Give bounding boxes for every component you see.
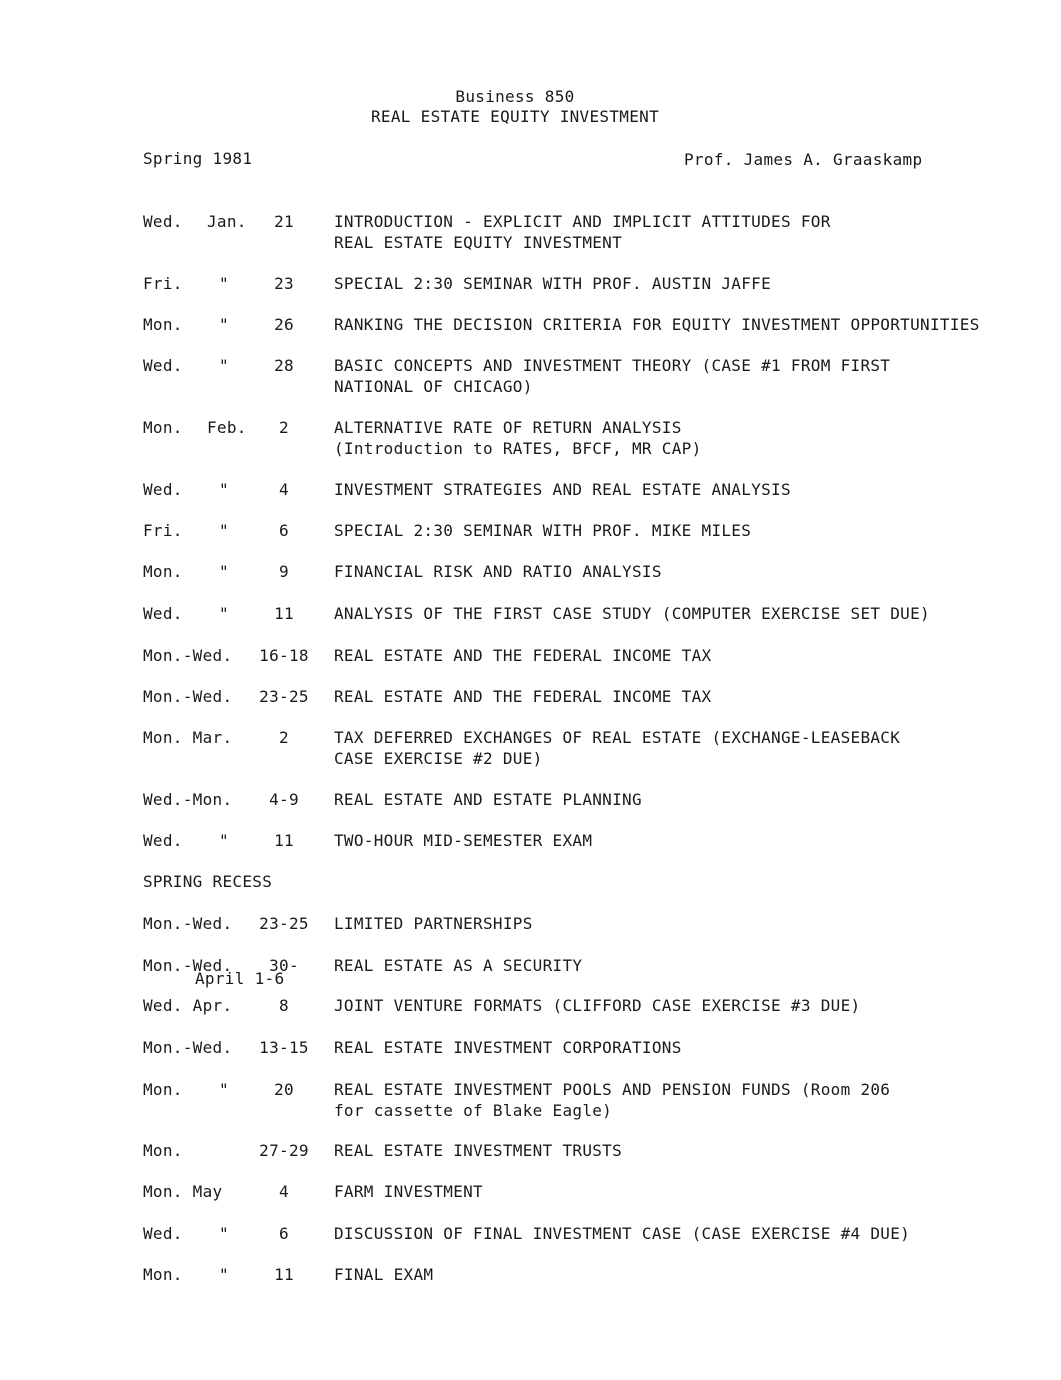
topic-line: SPECIAL 2:30 SEMINAR WITH PROF. AUSTIN JAFFE xyxy=(334,274,772,293)
session-day: Mon. xyxy=(143,315,183,334)
topic-line: REAL ESTATE AND THE FEDERAL INCOME TAX xyxy=(334,687,712,706)
session-topic xyxy=(334,479,1054,500)
ditto-mark: " xyxy=(219,315,229,334)
session-day: Mon.-Wed. xyxy=(143,1038,233,1057)
session-date: 4 xyxy=(279,1182,289,1201)
session-topic xyxy=(334,561,1054,582)
session-date: 2 xyxy=(279,418,289,437)
topic-line: TAX DEFERRED EXCHANGES OF REAL ESTATE (EXCHANGE-LEASEBACK xyxy=(334,728,901,747)
ditto-mark: " xyxy=(219,356,229,375)
session-topic xyxy=(334,955,1054,976)
session-date: 9 xyxy=(279,562,289,581)
session-topic xyxy=(334,314,1054,335)
topic-line: FINAL EXAM xyxy=(334,1265,434,1284)
session-day: Mon.-Wed. xyxy=(143,956,233,975)
session-day: Mon. xyxy=(143,418,183,437)
topic-line: REAL ESTATE AND THE FEDERAL INCOME TAX xyxy=(334,646,712,665)
session-date: 4 xyxy=(279,480,289,499)
session-date: 26 xyxy=(274,315,294,334)
session-date: 8 xyxy=(279,996,289,1015)
session-day: Mon.-Wed. xyxy=(143,914,233,933)
topic-line: REAL ESTATE INVESTMENT POOLS AND PENSION FUNDS (Room 206 xyxy=(334,1080,891,1099)
session-date: 23-25 xyxy=(259,687,309,706)
topic-line: TWO-HOUR MID-SEMESTER EXAM xyxy=(334,831,593,850)
session-date: 20 xyxy=(274,1080,294,1099)
session-date: 6 xyxy=(279,521,289,540)
ditto-mark: " xyxy=(219,1265,229,1284)
topic-line: REAL ESTATE INVESTMENT TRUSTS xyxy=(334,1141,623,1160)
session-date: 21 xyxy=(274,212,294,231)
topic-line: FARM INVESTMENT xyxy=(334,1182,483,1201)
session-day: Wed. xyxy=(143,1224,183,1243)
session-day: Mon. Mar. xyxy=(143,728,233,747)
professor-name: Prof. James A. Graaskamp xyxy=(684,150,923,169)
session-date: 6 xyxy=(279,1224,289,1243)
ditto-mark: " xyxy=(219,521,229,540)
session-day: Wed.-Mon. xyxy=(143,790,233,809)
session-month: Jan. xyxy=(207,212,247,231)
ditto-mark: " xyxy=(219,831,229,850)
topic-line: JOINT VENTURE FORMATS (CLIFFORD CASE EXERCISE #3 DUE) xyxy=(334,996,861,1015)
topic-line: for cassette of Blake Eagle) xyxy=(334,1101,613,1120)
topic-line: FINANCIAL RISK AND RATIO ANALYSIS xyxy=(334,562,662,581)
session-date-continuation: April 1-6 xyxy=(195,969,285,988)
session-topic xyxy=(334,1181,1054,1202)
ditto-mark: " xyxy=(219,562,229,581)
session-date: 11 xyxy=(274,831,294,850)
session-date: 4-9 xyxy=(269,790,299,809)
topic-line: REAL ESTATE INVESTMENT CORPORATIONS xyxy=(334,1038,682,1057)
spring-recess-label: SPRING RECESS xyxy=(143,872,273,891)
topic-line: DISCUSSION OF FINAL INVESTMENT CASE (CASE EXERCISE #4 DUE) xyxy=(334,1224,911,1243)
session-day: Mon. xyxy=(143,1080,183,1099)
semester: Spring 1981 xyxy=(143,149,253,168)
session-month: Feb. xyxy=(207,418,247,437)
topic-line: RANKING THE DECISION CRITERIA FOR EQUITY INVESTMENT OPPORTUNITIES xyxy=(334,315,980,334)
session-topic xyxy=(334,273,1054,294)
topic-line: CASE EXERCISE #2 DUE) xyxy=(334,749,543,768)
session-day: Wed. xyxy=(143,212,183,231)
session-topic xyxy=(334,789,1054,810)
topic-line: BASIC CONCEPTS AND INVESTMENT THEORY (CASE #1 FROM FIRST xyxy=(334,356,891,375)
session-topic xyxy=(334,913,1054,934)
session-date: 27-29 xyxy=(259,1141,309,1160)
session-day: Fri. xyxy=(143,521,183,540)
session-topic xyxy=(334,1140,1054,1161)
topic-line: ANALYSIS OF THE FIRST CASE STUDY (COMPUTER EXERCISE SET DUE) xyxy=(334,604,930,623)
session-date: 30- xyxy=(269,956,299,975)
session-day: Mon. xyxy=(143,1265,183,1284)
ditto-mark: " xyxy=(219,604,229,623)
session-topic xyxy=(334,995,1054,1016)
ditto-mark: " xyxy=(219,1080,229,1099)
session-day: Wed. xyxy=(143,831,183,850)
session-topic xyxy=(334,645,1054,666)
session-day: Mon.-Wed. xyxy=(143,687,233,706)
session-date: 23 xyxy=(274,274,294,293)
course-title: REAL ESTATE EQUITY INVESTMENT xyxy=(370,107,660,126)
session-day: Wed. xyxy=(143,356,183,375)
topic-line: REAL ESTATE EQUITY INVESTMENT xyxy=(334,233,623,252)
session-topic xyxy=(334,417,1054,459)
session-day: Mon. May xyxy=(143,1182,223,1201)
session-day: Mon.-Wed. xyxy=(143,646,233,665)
topic-line: LIMITED PARTNERSHIPS xyxy=(334,914,533,933)
session-date: 28 xyxy=(274,356,294,375)
session-topic xyxy=(334,1079,1054,1121)
session-topic xyxy=(334,1264,1054,1285)
session-topic xyxy=(334,520,1054,541)
session-date: 23-25 xyxy=(259,914,309,933)
topic-line: SPECIAL 2:30 SEMINAR WITH PROF. MIKE MILES xyxy=(334,521,752,540)
course-number: Business 850 xyxy=(455,87,575,106)
session-date: 11 xyxy=(274,1265,294,1284)
ditto-mark: " xyxy=(219,1224,229,1243)
session-date: 2 xyxy=(279,728,289,747)
topic-line: ALTERNATIVE RATE OF RETURN ANALYSIS xyxy=(334,418,682,437)
session-date: 13-15 xyxy=(259,1038,309,1057)
session-topic xyxy=(334,830,1054,851)
topic-line: REAL ESTATE AS A SECURITY xyxy=(334,956,583,975)
topic-line: NATIONAL OF CHICAGO) xyxy=(334,377,533,396)
session-day: Wed. Apr. xyxy=(143,996,233,1015)
session-day: Mon. xyxy=(143,562,183,581)
session-topic xyxy=(334,211,1054,253)
topic-line: (Introduction to RATES, BFCF, MR CAP) xyxy=(334,439,702,458)
session-topic xyxy=(334,727,1054,769)
session-date: 11 xyxy=(274,604,294,623)
session-topic xyxy=(334,1037,1054,1058)
session-day: Mon. xyxy=(143,1141,183,1160)
session-topic xyxy=(334,603,1054,624)
ditto-mark: " xyxy=(219,274,229,293)
session-day: Wed. xyxy=(143,604,183,623)
session-date: 16-18 xyxy=(259,646,309,665)
ditto-mark: " xyxy=(219,480,229,499)
session-day: Fri. xyxy=(143,274,183,293)
topic-line: INTRODUCTION - EXPLICIT AND IMPLICIT ATTITUDES FOR xyxy=(334,212,831,231)
session-topic xyxy=(334,1223,1054,1244)
session-day: Wed. xyxy=(143,480,183,499)
topic-line: REAL ESTATE AND ESTATE PLANNING xyxy=(334,790,642,809)
session-topic xyxy=(334,355,1054,397)
session-topic xyxy=(334,686,1054,707)
topic-line: INVESTMENT STRATEGIES AND REAL ESTATE ANALYSIS xyxy=(334,480,791,499)
